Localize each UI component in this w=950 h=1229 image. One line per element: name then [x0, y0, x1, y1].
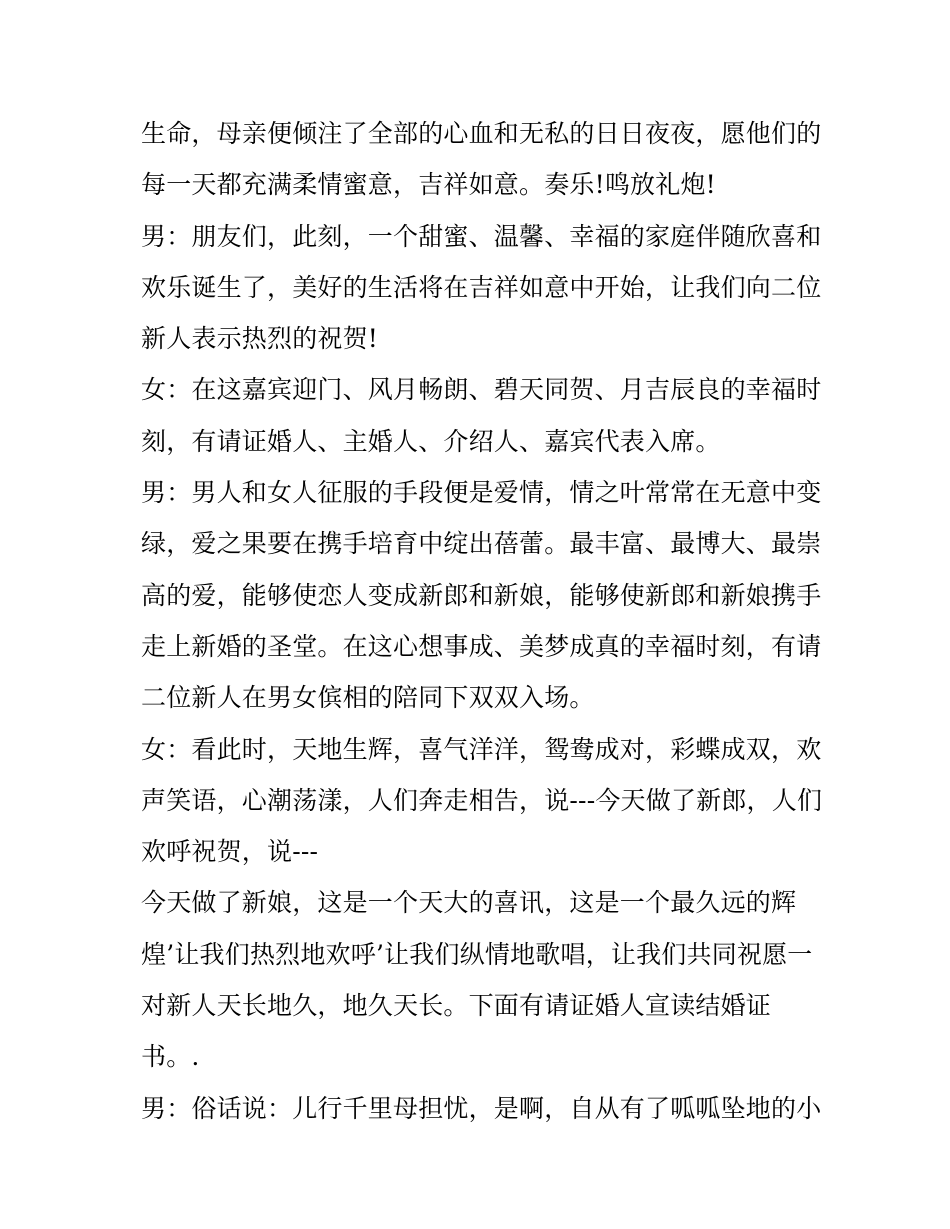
- text-line: 生命，母亲便倾注了全部的心血和无私的日日夜夜，愿他们的: [141, 119, 822, 148]
- document-body: [141, 108, 831, 1134]
- text-line: 书。.: [141, 1042, 200, 1072]
- text-line: 声笑语，心潮荡漾，人们奔走相告，说---今天做了新郎，人们: [141, 785, 823, 815]
- text-line: 新人表示热烈的祝贺!: [141, 324, 379, 354]
- text-line: 对新人天长地久，地久天长。下面有请证婚人宣读结婚证: [141, 991, 772, 1021]
- text-line: 刻，有请证婚人、主婚人、介绍人、嘉宾代表入席。: [141, 426, 721, 456]
- text-line: 男：男人和女人征服的手段便是爱情，情之叶常常在无意中变: [141, 478, 822, 508]
- text-line: 走上新婚的圣堂。在这心想事成、美梦成真的幸福时刻，有请: [141, 631, 822, 661]
- text-line: 欢呼祝贺，说---: [141, 837, 319, 867]
- text-line: 今天做了新娘，这是一个天大的喜讯，这是一个最久远的辉: [141, 888, 797, 918]
- text-line: 二位新人在男女傧相的陪同下双双入场。: [141, 683, 595, 713]
- text-line: 高的爱，能够使恋人变成新郎和新娘，能够使新郎和新娘携手: [141, 580, 822, 610]
- text-line: 女：在这嘉宾迎门、风月畅朗、碧天同贺、月吉辰良的幸福时: [141, 375, 822, 405]
- text-line: 绿，爱之果要在携手培育中绽出蓓蕾。最丰富、最博大、最崇: [141, 529, 822, 559]
- text-line: 煌’让我们热烈地欢呼’让我们纵情地歌唱，让我们共同祝愿一: [141, 939, 813, 969]
- text-line: 每一天都充满柔情蜜意，吉祥如意。奏乐!鸣放礼炮!: [141, 170, 716, 200]
- text-line: 女：看此时，天地生辉，喜气洋洋，鸳鸯成对，彩蝶成双，欢: [141, 734, 822, 764]
- text-line: 男：朋友们，此刻，一个甜蜜、温馨、幸福的家庭伴随欣喜和: [141, 221, 822, 251]
- text-line: 欢乐诞生了，美好的生活将在吉祥如意中开始，让我们向二位: [141, 272, 822, 302]
- text-line: 男：俗话说：儿行千里母担忧，是啊，自从有了呱呱坠地的小: [141, 1093, 822, 1123]
